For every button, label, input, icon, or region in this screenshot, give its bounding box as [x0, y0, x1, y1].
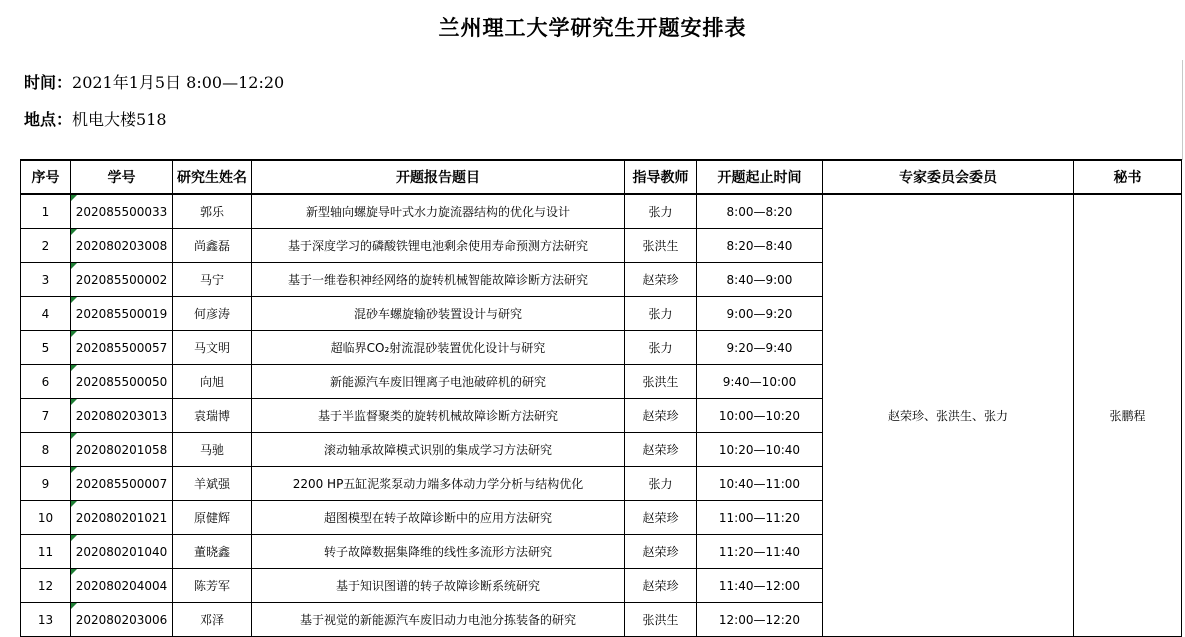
cell-name: 何彦涛 — [173, 297, 252, 331]
header-advisor: 指导教师 — [625, 160, 697, 194]
cell-advisor: 张力 — [625, 467, 697, 501]
cell-topic: 基于深度学习的磷酸铁锂电池剩余使用寿命预测方法研究 — [252, 229, 625, 263]
cell-topic: 基于知识图谱的转子故障诊断系统研究 — [252, 569, 625, 603]
cell-time: 10:40—11:00 — [697, 467, 823, 501]
cell-name: 郭乐 — [173, 194, 252, 229]
header-no: 序号 — [21, 160, 71, 194]
header-time: 开题起止时间 — [697, 160, 823, 194]
cell-student-id: 202080201040 — [71, 535, 173, 569]
cell-name: 原健辉 — [173, 501, 252, 535]
cell-time: 11:00—11:20 — [697, 501, 823, 535]
cell-time: 8:40—9:00 — [697, 263, 823, 297]
cell-time: 10:00—10:20 — [697, 399, 823, 433]
cell-topic: 新型轴向螺旋导叶式水力旋流器结构的优化与设计 — [252, 194, 625, 229]
cell-time: 10:20—10:40 — [697, 433, 823, 467]
cell-name: 马宁 — [173, 263, 252, 297]
table-header-row — [21, 160, 1182, 194]
cell-time: 11:40—12:00 — [697, 569, 823, 603]
cell-name: 向旭 — [173, 365, 252, 399]
cell-name: 尚鑫磊 — [173, 229, 252, 263]
cell-student-id: 202085500019 — [71, 297, 173, 331]
cell-student-id: 202085500007 — [71, 467, 173, 501]
cell-no: 4 — [21, 297, 71, 331]
cell-student-id: 202080204004 — [71, 569, 173, 603]
cell-no: 2 — [21, 229, 71, 263]
cell-advisor: 赵荣珍 — [625, 501, 697, 535]
cell-time: 8:00—8:20 — [697, 194, 823, 229]
cell-advisor: 张洪生 — [625, 603, 697, 637]
cell-topic: 滚动轴承故障模式识别的集成学习方法研究 — [252, 433, 625, 467]
cell-advisor: 赵荣珍 — [625, 263, 697, 297]
cell-advisor: 张洪生 — [625, 365, 697, 399]
cell-topic: 基于视觉的新能源汽车废旧动力电池分拣装备的研究 — [252, 603, 625, 637]
cell-time: 12:00—12:20 — [697, 603, 823, 637]
cell-time: 9:20—9:40 — [697, 331, 823, 365]
cell-name: 陈芳军 — [173, 569, 252, 603]
time-value: 2021年1月5日 8:00—12:20 — [72, 73, 285, 92]
cell-time: 8:20—8:40 — [697, 229, 823, 263]
cell-name: 马文明 — [173, 331, 252, 365]
cell-no: 11 — [21, 535, 71, 569]
cell-time: 9:40—10:00 — [697, 365, 823, 399]
cell-no: 3 — [21, 263, 71, 297]
cell-student-id: 202085500050 — [71, 365, 173, 399]
cell-time: 9:00—9:20 — [697, 297, 823, 331]
cell-advisor: 赵荣珍 — [625, 569, 697, 603]
header-topic: 开题报告题目 — [252, 160, 625, 194]
cell-name: 马驰 — [173, 433, 252, 467]
cell-student-id: 202085500057 — [71, 331, 173, 365]
cell-name: 羊斌强 — [173, 467, 252, 501]
cell-no: 13 — [21, 603, 71, 637]
header-secretary: 秘书 — [1074, 160, 1182, 194]
cell-topic: 基于半监督聚类的旋转机械故障诊断方法研究 — [252, 399, 625, 433]
location-info — [24, 107, 167, 130]
cell-no: 5 — [21, 331, 71, 365]
cell-topic: 基于一维卷积神经网络的旋转机械智能故障诊断方法研究 — [252, 263, 625, 297]
cell-no: 8 — [21, 433, 71, 467]
cell-advisor: 赵荣珍 — [625, 433, 697, 467]
cell-topic: 超图模型在转子故障诊断中的应用方法研究 — [252, 501, 625, 535]
cell-student-id: 202085500002 — [71, 263, 173, 297]
cell-no: 6 — [21, 365, 71, 399]
location-label: 地点： — [24, 110, 73, 129]
page-title: 兰州理工大学研究生开题安排表 — [438, 16, 747, 40]
header-name: 研究生姓名 — [173, 160, 252, 194]
time-info — [24, 70, 284, 93]
cell-no: 1 — [21, 194, 71, 229]
cell-no: 9 — [21, 467, 71, 501]
cell-name: 董晓鑫 — [173, 535, 252, 569]
cell-time: 11:20—11:40 — [697, 535, 823, 569]
cell-name: 袁瑞博 — [173, 399, 252, 433]
table-row — [21, 194, 1182, 229]
cell-topic: 2200 HP五缸泥浆泵动力端多体动力学分析与结构优化 — [252, 467, 625, 501]
cell-student-id: 202080201021 — [71, 501, 173, 535]
cell-border-line — [1182, 60, 1183, 160]
cell-name: 邓泽 — [173, 603, 252, 637]
cell-secretary: 张鹏程 — [1074, 194, 1182, 637]
cell-topic: 转子故障数据集降维的线性多流形方法研究 — [252, 535, 625, 569]
cell-topic: 混砂车螺旋输砂装置设计与研究 — [252, 297, 625, 331]
cell-advisor: 张洪生 — [625, 229, 697, 263]
cell-committee: 赵荣珍、张洪生、张力 — [823, 194, 1074, 637]
cell-advisor: 赵荣珍 — [625, 535, 697, 569]
cell-advisor: 张力 — [625, 194, 697, 229]
cell-student-id: 202080203006 — [71, 603, 173, 637]
cell-no: 10 — [21, 501, 71, 535]
cell-student-id: 202080203008 — [71, 229, 173, 263]
location-value: 机电大楼518 — [72, 110, 167, 129]
header-student-id: 学号 — [71, 160, 173, 194]
cell-no: 12 — [21, 569, 71, 603]
cell-no: 7 — [21, 399, 71, 433]
cell-topic: 超临界CO₂射流混砂装置优化设计与研究 — [252, 331, 625, 365]
cell-advisor: 张力 — [625, 297, 697, 331]
schedule-table — [20, 159, 1182, 637]
cell-student-id: 202080203013 — [71, 399, 173, 433]
header-committee: 专家委员会委员 — [823, 160, 1074, 194]
time-label: 时间： — [24, 73, 73, 92]
cell-advisor: 张力 — [625, 331, 697, 365]
cell-topic: 新能源汽车废旧锂离子电池破碎机的研究 — [252, 365, 625, 399]
cell-advisor: 赵荣珍 — [625, 399, 697, 433]
cell-student-id: 202080201058 — [71, 433, 173, 467]
cell-student-id: 202085500033 — [71, 194, 173, 229]
